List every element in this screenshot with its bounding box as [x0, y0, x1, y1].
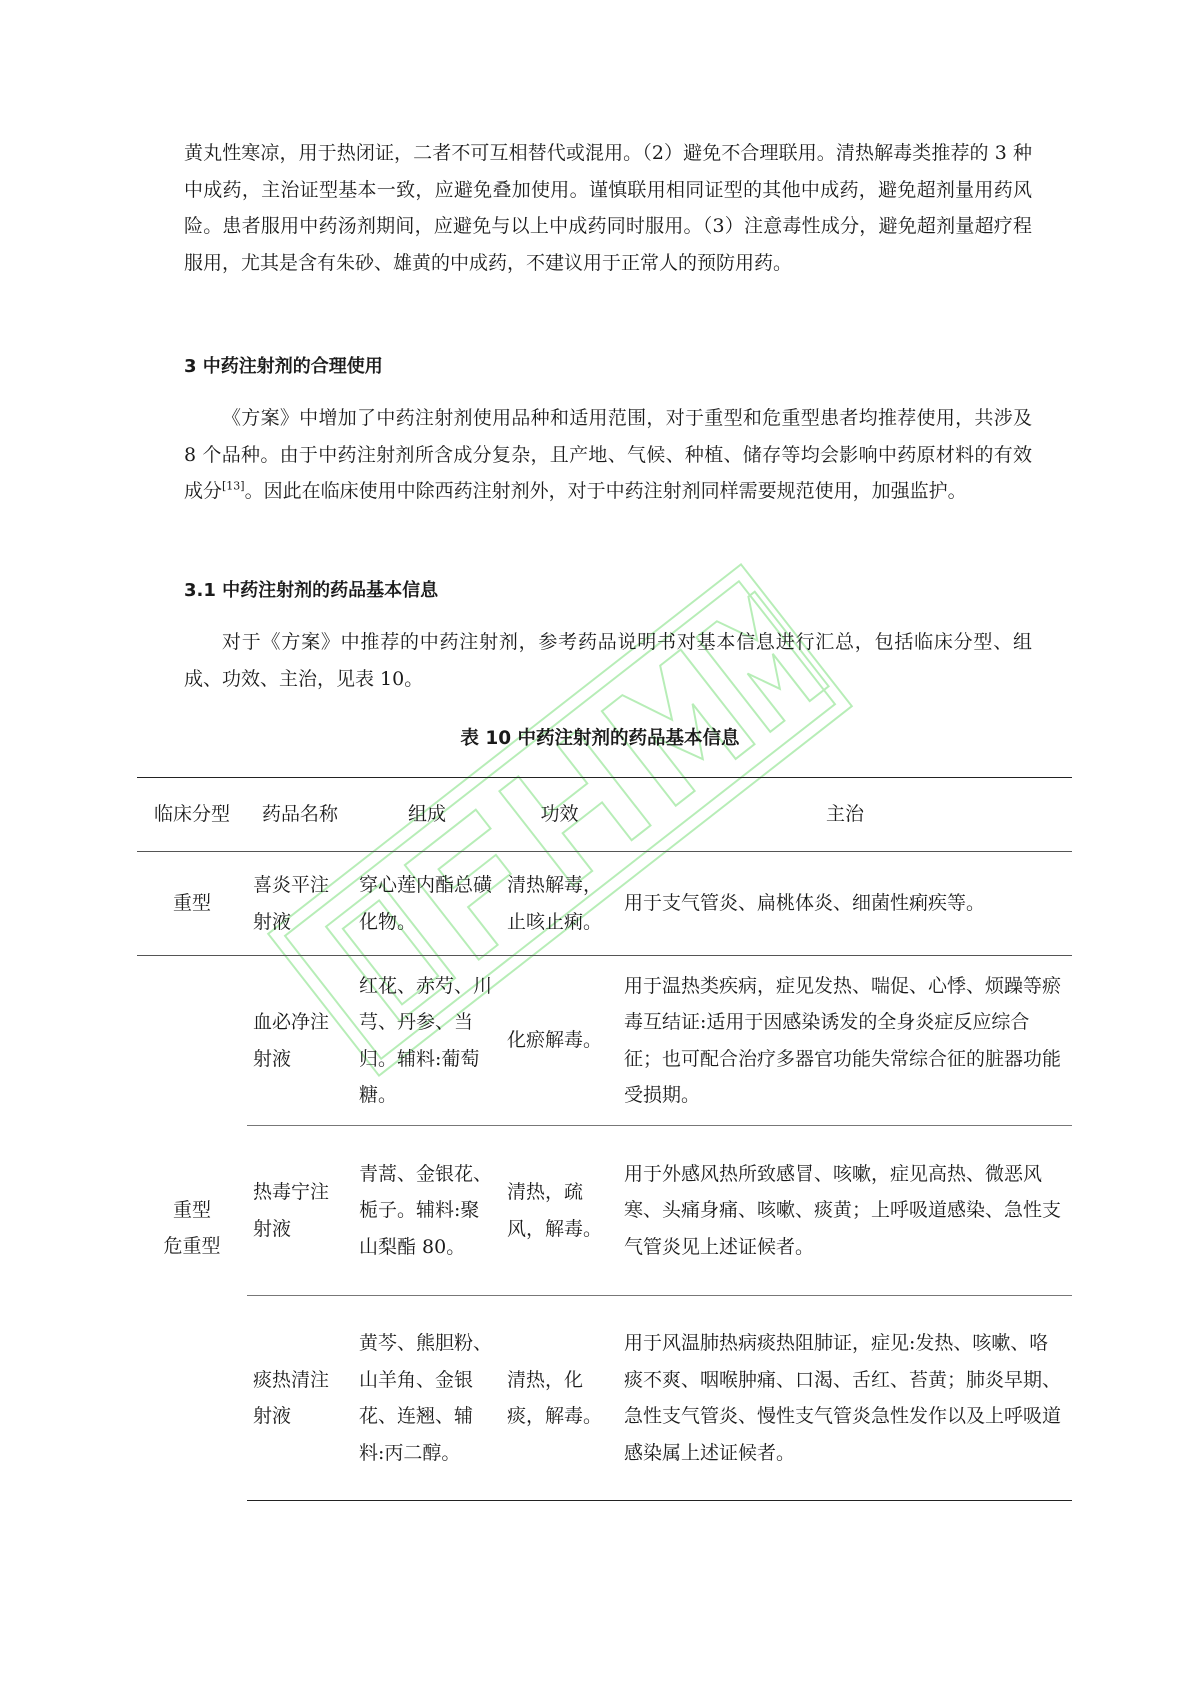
clinical-type-line-2: 危重型: [163, 1235, 221, 1258]
section-3-heading: 3 中药注射剂的合理使用: [184, 356, 383, 377]
clinical-type-cell: [137, 956, 247, 1501]
citation-ref: [13]: [222, 479, 245, 493]
table-row: [137, 852, 1072, 956]
efficacy-cell: 清热，疏风，解毒。: [501, 1126, 618, 1296]
section-3-1-heading: 3.1 中药注射剂的药品基本信息: [184, 580, 439, 601]
clinical-type-line-1: 重型: [172, 1198, 211, 1221]
table-row: [137, 1296, 1072, 1501]
header-efficacy: 功效: [501, 778, 618, 852]
table-caption: 表 10 中药注射剂的药品基本信息: [460, 728, 740, 749]
indication-cell: 用于风温肺热病痰热阻肺证，症见:发热、咳嗽、咯痰不爽、咽喉肿痛、口渴、舌红、苔黄；肺炎早期、急性支气管炎、慢性支气管炎急性发作以及上呼吸道感染属上述证候者。: [618, 1296, 1072, 1501]
drug-name-cell: 痰热清注射液: [247, 1296, 353, 1501]
indication-cell: 用于温热类疾病，症见发热、喘促、心悸、烦躁等瘀毒互结证:适用于因感染诱发的全身炎症反应综合征；也可配合治疗多器官功能失常综合征的脏器功能受损期。: [618, 956, 1072, 1126]
composition-cell: 红花、赤芍、川芎、丹参、当归。辅料:葡萄糖。: [353, 956, 501, 1126]
indication-cell: 用于外感风热所致感冒、咳嗽，症见高热、微恶风寒、头痛身痛、咳嗽、痰黄；上呼吸道感染、急性支气管炎见上述证候者。: [618, 1126, 1072, 1296]
section-3-text-a: 《方案》中增加了中药注射剂使用品种和适用范围，对于重型和危重型患者均推荐使用，共涉及 8 个品种。由于中药注射剂所含成分复杂，且产地、气候、种植、储存等均会影响中药原材料的有效成分: [184, 407, 1032, 502]
efficacy-cell: 化瘀解毒。: [501, 956, 618, 1126]
table-header-row: [137, 778, 1072, 852]
clinical-type-cell: 重型: [137, 852, 247, 956]
efficacy-cell: 清热，化痰，解毒。: [501, 1296, 618, 1501]
section-3-1-paragraph: 对于《方案》中推荐的中药注射剂，参考药品说明书对基本信息进行汇总，包括临床分型、组成、功效、主治，见表 10。: [184, 631, 1032, 690]
drug-name-cell: 热毒宁注射液: [247, 1126, 353, 1296]
table-row: [137, 956, 1072, 1126]
drug-name-cell: 喜炎平注射液: [247, 852, 353, 956]
header-drug-name: 药品名称: [247, 778, 353, 852]
composition-cell: 青蒿、金银花、栀子。辅料:聚山梨酯 80。: [353, 1126, 501, 1296]
indication-cell: 用于支气管炎、扁桃体炎、细菌性痢疾等。: [618, 852, 1072, 956]
header-clinical-type: 临床分型: [137, 778, 247, 852]
intro-paragraph: 黄丸性寒凉，用于热闭证，二者不可互相替代或混用。（2）避免不合理联用。清热解毒类推荐的 3 种中成药，主治证型基本一致，应避免叠加使用。谨慎联用相同证型的其他中成药，避免超剂量用药风险。患者服用中药汤剂期间，应避免与以上中成药同时服用。（3）注意毒性成分，避免超剂量超疗程服用，尤其是含有朱砂、雄黄的中成药，不建议用于正常人的预防用药。: [184, 142, 1032, 274]
composition-cell: 穿心莲内酯总磺化物。: [353, 852, 501, 956]
section-3-text-b: 。因此在临床使用中除西药注射剂外，对于中药注射剂同样需要规范使用，加强监护。: [244, 480, 967, 502]
header-composition: 组成: [353, 778, 501, 852]
header-indication: 主治: [618, 778, 1072, 852]
drug-info-table: [137, 777, 1072, 1501]
efficacy-cell: 清热解毒，止咳止痢。: [501, 852, 618, 956]
composition-cell: 黄芩、熊胆粉、山羊角、金银花、连翘、辅料:丙二醇。: [353, 1296, 501, 1501]
section-3-paragraph: [184, 400, 1032, 510]
table-row: [137, 1126, 1072, 1296]
drug-name-cell: 血必净注射液: [247, 956, 353, 1126]
